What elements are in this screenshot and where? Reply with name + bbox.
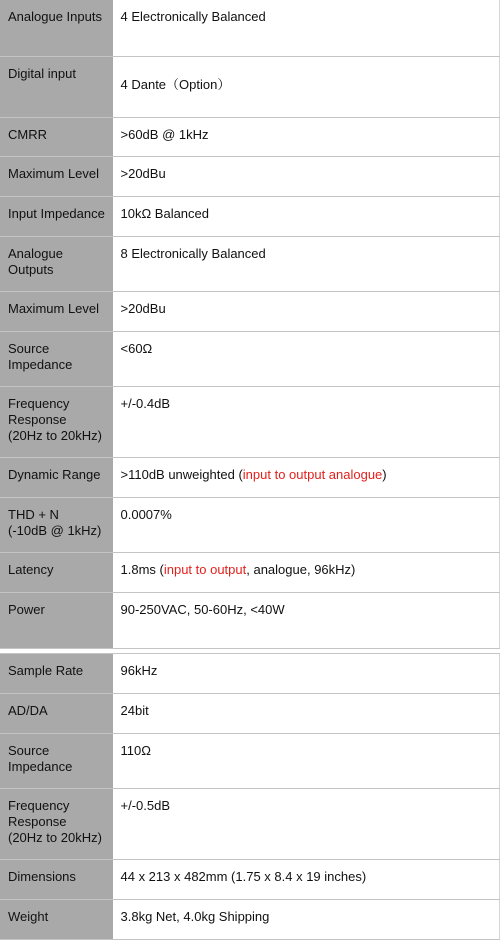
spec-label-line: Analogue bbox=[8, 245, 63, 261]
spec-value bbox=[113, 653, 500, 693]
spec-label-line: AD/DA bbox=[8, 702, 48, 718]
spec-value-highlight: input to output bbox=[163, 561, 247, 577]
spec-value-text: 90-250VAC, 50-60Hz, <40W bbox=[120, 601, 285, 617]
spec-label-line: Response bbox=[8, 411, 67, 427]
spec-value-highlight: input to output analogue bbox=[242, 466, 383, 482]
spec-label-line: Dimensions bbox=[8, 868, 76, 884]
spec-label bbox=[0, 497, 113, 552]
spec-value bbox=[113, 117, 500, 156]
spec-value bbox=[113, 386, 500, 457]
spec-value-text: >110dB unweighted ( bbox=[120, 466, 243, 482]
spec-value-text: >60dB @ 1kHz bbox=[120, 126, 209, 142]
spec-value bbox=[113, 331, 500, 386]
spec-label-line: Digital input bbox=[8, 65, 76, 81]
spec-value-text: 4 Dante（Option） bbox=[120, 76, 231, 92]
spec-value bbox=[113, 788, 500, 859]
spec-value-text: <60Ω bbox=[120, 340, 153, 356]
spec-label-line: Power bbox=[8, 601, 45, 617]
spec-value bbox=[113, 497, 500, 552]
spec-label bbox=[0, 788, 113, 859]
spec-row bbox=[0, 592, 500, 648]
spec-value-text: 0.0007% bbox=[120, 506, 172, 522]
spec-label-line: Input Impedance bbox=[8, 205, 105, 221]
spec-row bbox=[0, 653, 500, 693]
spec-label-line: (20Hz to 20kHz) bbox=[8, 427, 102, 443]
spec-row bbox=[0, 0, 500, 56]
spec-label bbox=[0, 117, 113, 156]
spec-label-line: THD + N bbox=[8, 506, 59, 522]
spec-value-text: 24bit bbox=[120, 702, 149, 718]
spec-label bbox=[0, 592, 113, 648]
spec-label bbox=[0, 236, 113, 291]
spec-value bbox=[113, 156, 500, 196]
spec-value-text: , analogue, 96kHz) bbox=[246, 561, 356, 577]
spec-value bbox=[113, 0, 500, 56]
spec-value bbox=[113, 899, 500, 939]
spec-value bbox=[113, 552, 500, 592]
spec-value-text: ) bbox=[382, 466, 387, 482]
spec-row bbox=[0, 733, 500, 788]
spec-label bbox=[0, 899, 113, 939]
spec-value-text: 8 Electronically Balanced bbox=[120, 245, 266, 261]
spec-row bbox=[0, 497, 500, 552]
spec-label-line: Weight bbox=[8, 908, 49, 924]
spec-label-line: CMRR bbox=[8, 126, 47, 142]
spec-row bbox=[0, 788, 500, 859]
spec-label bbox=[0, 291, 113, 331]
spec-value bbox=[113, 733, 500, 788]
spec-value bbox=[113, 457, 500, 497]
spec-label-line: Dynamic Range bbox=[8, 466, 101, 482]
spec-label bbox=[0, 693, 113, 733]
spec-label-line: Outputs bbox=[8, 261, 54, 277]
spec-label bbox=[0, 56, 113, 117]
spec-label-line: Sample Rate bbox=[8, 662, 84, 678]
spec-label bbox=[0, 457, 113, 497]
spec-value-text: +/-0.4dB bbox=[120, 395, 171, 411]
spec-row bbox=[0, 693, 500, 733]
spec-label-line: Analogue Inputs bbox=[8, 9, 102, 24]
spec-value-text: 4 Electronically Balanced bbox=[120, 9, 266, 24]
spec-value bbox=[113, 693, 500, 733]
spec-value bbox=[113, 236, 500, 291]
spec-row bbox=[0, 552, 500, 592]
spec-label bbox=[0, 552, 113, 592]
spec-row bbox=[0, 236, 500, 291]
spec-label bbox=[0, 0, 113, 56]
spec-row bbox=[0, 899, 500, 939]
spec-value-text: 10kΩ Balanced bbox=[120, 205, 209, 221]
spec-row bbox=[0, 331, 500, 386]
spec-row bbox=[0, 291, 500, 331]
spec-label-line: Frequency bbox=[8, 797, 70, 813]
spec-value-text: 44 x 213 x 482mm (1.75 x 8.4 x 19 inches) bbox=[120, 868, 367, 884]
spec-label bbox=[0, 386, 113, 457]
spec-row bbox=[0, 196, 500, 236]
spec-value-text: 3.8kg Net, 4.0kg Shipping bbox=[120, 908, 270, 924]
spec-label-line: Frequency bbox=[8, 395, 70, 411]
spec-label bbox=[0, 859, 113, 899]
spec-label-line: Maximum Level bbox=[8, 300, 100, 316]
spec-label-line: Source bbox=[8, 742, 50, 758]
spec-value-text: 1.8ms ( bbox=[120, 561, 164, 577]
spec-label bbox=[0, 196, 113, 236]
spec-label-line: (20Hz to 20kHz) bbox=[8, 829, 102, 845]
spec-value-text: 96kHz bbox=[120, 662, 158, 678]
spec-value bbox=[113, 56, 500, 117]
spec-value bbox=[113, 196, 500, 236]
spec-label-line: Impedance bbox=[8, 758, 73, 774]
spec-label-line: Source bbox=[8, 340, 50, 356]
spec-label bbox=[0, 653, 113, 693]
spec-label-line: Maximum Level bbox=[8, 165, 100, 181]
spec-row bbox=[0, 859, 500, 899]
spec-label bbox=[0, 156, 113, 196]
spec-value bbox=[113, 291, 500, 331]
spec-value-text: >20dBu bbox=[120, 165, 166, 181]
spec-row bbox=[0, 56, 500, 117]
spec-value bbox=[113, 592, 500, 648]
spec-value bbox=[113, 859, 500, 899]
spec-label-line: Impedance bbox=[8, 356, 73, 372]
spec-row bbox=[0, 386, 500, 457]
spec-value-text: >20dBu bbox=[120, 300, 166, 316]
spec-label bbox=[0, 733, 113, 788]
spec-row bbox=[0, 117, 500, 156]
spec-label-line: Latency bbox=[8, 561, 54, 577]
spec-label bbox=[0, 331, 113, 386]
spec-value-text: +/-0.5dB bbox=[120, 797, 171, 813]
spec-row bbox=[0, 457, 500, 497]
spec-value-text: 110Ω bbox=[120, 742, 151, 758]
spec-label-line: (-10dB @ 1kHz) bbox=[8, 522, 102, 538]
spec-label-line: Response bbox=[8, 813, 67, 829]
spec-row bbox=[0, 156, 500, 196]
